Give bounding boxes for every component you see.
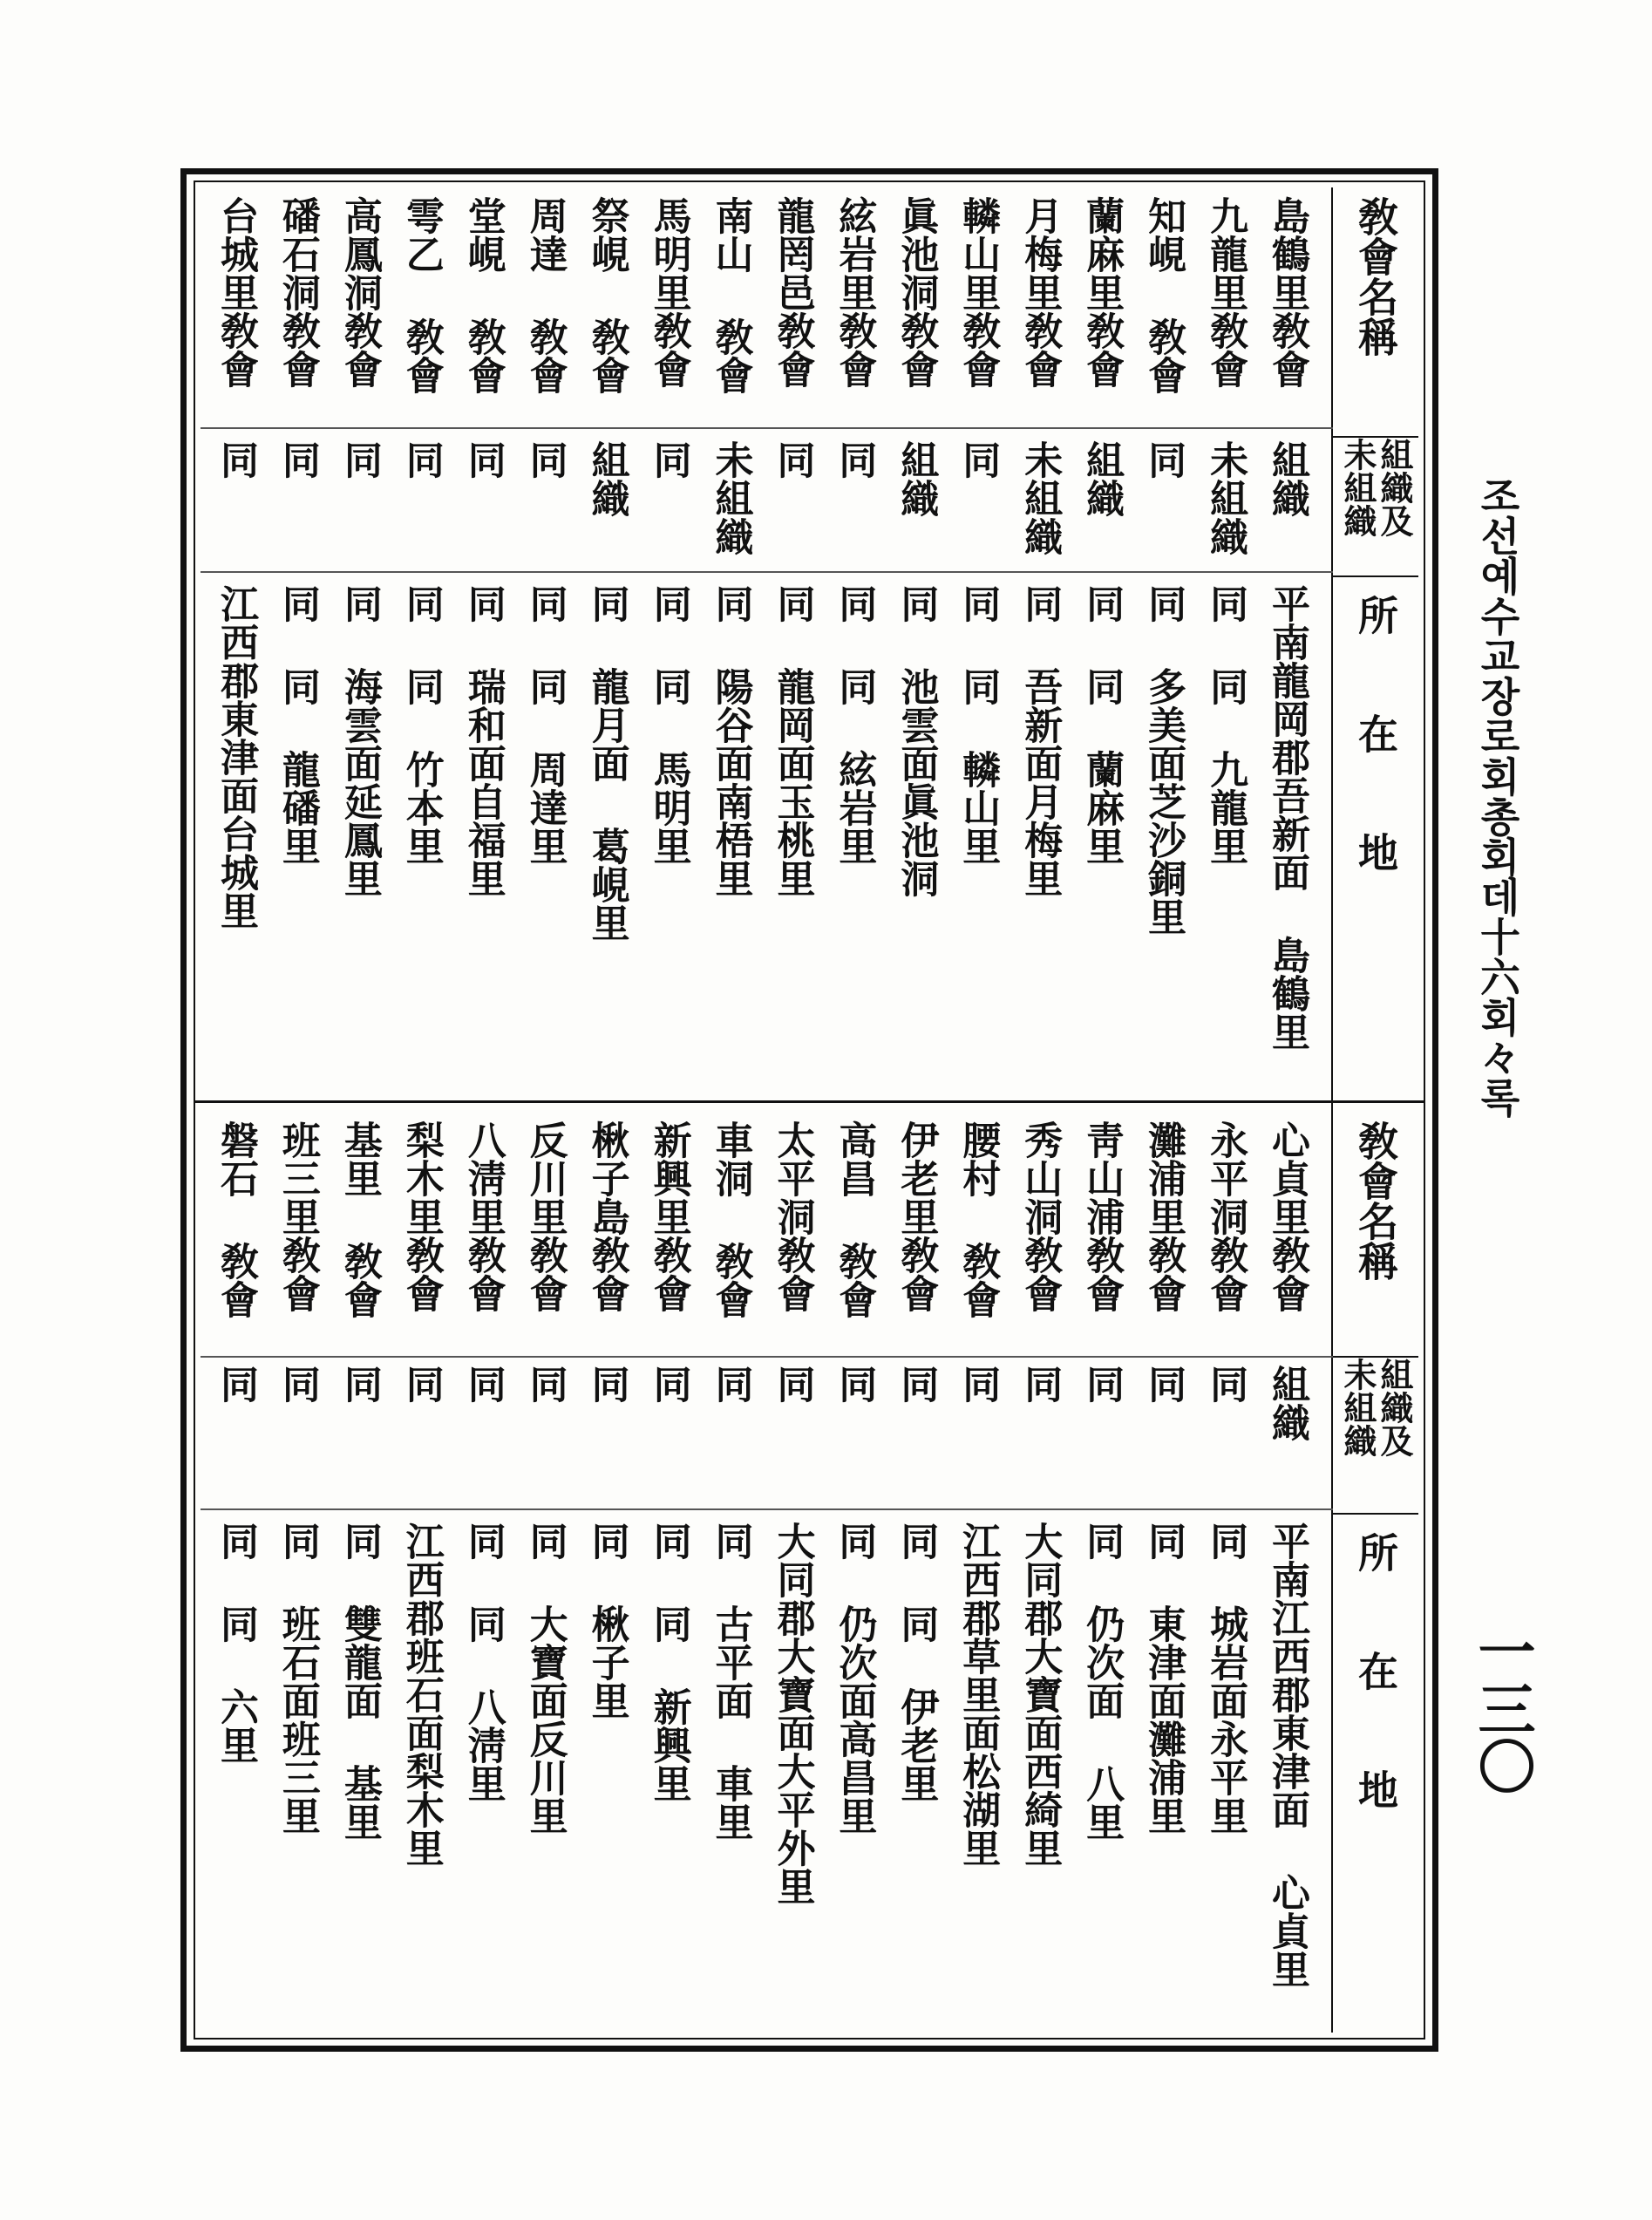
cell-organization-status: 同 [646,1365,691,1403]
cell-location: 同 同 轔山里 [955,584,1001,865]
table-cell [460,440,523,479]
table-cell [213,440,275,479]
cell-location: 同 楸子里 [584,1522,629,1719]
cell-church-name: 八淸里敎會 [460,1120,506,1312]
table-cell [398,1522,461,1867]
table-cell [213,1522,275,1764]
cell-organization-status: 同 [460,1365,506,1403]
header-status [1338,1358,1414,1497]
table-cell [955,1120,1017,1318]
cell-organization-status: 同 [275,1365,320,1403]
table-cell [1141,440,1203,479]
cell-location: 同 同 九龍里 [1203,584,1248,865]
cell-organization-status: 同 [522,440,568,479]
table-cell [337,584,399,897]
cell-church-name: 新興里敎會 [646,1120,691,1312]
table-bottom [201,1103,1418,2033]
table-cell [584,440,647,517]
header-name: 敎會名稱 [1352,1120,1399,1281]
table-cell [955,440,1017,479]
table-cell [522,196,585,394]
cell-organization-status: 同 [832,1365,877,1403]
page-number: 一三〇 [1468,1622,1536,1794]
table-cell [1203,1365,1265,1403]
cell-location: 同 仍次面 八里 [1079,1522,1125,1841]
cell-organization-status: 同 [213,1365,258,1403]
table-cell [708,196,771,394]
table-cell [896,1120,955,1312]
cell-location: 同 同 龍磻里 [275,584,320,865]
header-location: 所在地 [1352,595,1399,950]
cell-organization-status: 組織 [1265,440,1309,517]
cell-location: 同 古平面 車里 [708,1522,753,1841]
cell-organization-status: 同 [1141,440,1186,479]
header-column [1331,187,1418,1103]
table-cell [772,584,832,897]
table-cell [834,196,894,388]
table-cell [460,1365,523,1403]
table-cell [275,1365,337,1403]
cell-church-name: 堂峴 敎會 [460,196,506,394]
table-cell [1203,440,1265,555]
table-cell [834,1365,894,1403]
cell-organization-status: 同 [337,1365,382,1403]
cell-church-name: 秀山洞敎會 [1017,1120,1063,1312]
header-status-cell [1333,1356,1418,1497]
header-location: 所在地 [1352,1532,1399,1888]
header-location-cell [1333,575,1418,1083]
cell-church-name: 九龍里敎會 [1203,196,1248,388]
table-cell [522,1522,585,1835]
cell-organization-status: 同 [770,440,815,479]
table-cell [275,196,337,388]
cell-organization-status: 未組織 [708,440,753,555]
cell-church-name: 眞池洞敎會 [894,196,939,388]
cell-church-name: 轔山里敎會 [955,196,1001,388]
cell-location: 同 海雲面延鳳里 [337,584,382,897]
table-cell [213,1120,275,1318]
cell-location: 同 瑞和面自福里 [460,584,506,897]
running-head: 조선예수교장로회총회데十六회々록 [1474,475,1521,1117]
header-location-cell [1333,1513,1418,2038]
cell-organization-status: 同 [708,1365,753,1403]
cell-organization-status: 同 [460,440,506,479]
cell-organization-status: 同 [1017,1365,1063,1403]
header-status-cell [1333,436,1418,560]
table-cell [1079,440,1141,517]
table-cell [275,584,337,865]
cell-location: 江西郡東津面台城里 [213,584,258,930]
cell-location: 同 多美面芝沙銅里 [1141,584,1186,936]
cell-church-name: 高昌 敎會 [832,1120,877,1318]
cell-organization-status: 同 [584,1365,629,1403]
table-cell [1265,440,1327,517]
table-cell [337,196,399,388]
table-cell [584,1120,647,1312]
cell-organization-status: 同 [275,440,320,479]
header-status-line1: 組織及 [1375,1358,1414,1457]
table-cell [772,1522,832,1905]
table-cell [1017,196,1079,388]
cell-church-name: 車洞 敎會 [708,1120,753,1318]
table-cell [275,1522,337,1835]
cell-church-name: 龍罔邑敎會 [770,196,815,388]
cell-organization-status: 同 [398,440,444,479]
table-cell [834,1120,894,1318]
table-cell [708,584,771,897]
cell-organization-status: 同 [646,440,691,479]
cell-location: 同 同 蘭麻里 [1079,584,1125,865]
cell-location: 同 同 周達里 [522,584,568,865]
cell-church-name: 蘭麻里敎會 [1079,196,1125,388]
table-cell [522,1120,585,1312]
header-name: 敎會名稱 [1352,196,1399,357]
table-cell [1017,1120,1079,1312]
table-cell [1017,1522,1079,1867]
table-cell [896,1522,955,1802]
cell-organization-status: 組織 [1265,1365,1309,1441]
cell-church-name: 太平洞敎會 [770,1120,815,1312]
cell-organization-status: 同 [955,440,1001,479]
cell-location: 江西郡班石面梨木里 [398,1522,444,1867]
cell-location: 同 同 馬明里 [646,584,691,865]
cell-location: 同 陽谷面南梧里 [708,584,753,897]
table-cell [398,1365,461,1403]
cell-location: 同 同 八淸里 [460,1522,506,1802]
table-cell [646,196,709,388]
table-cell [584,1365,647,1403]
table-cell [955,196,1017,388]
table-cell [772,440,832,479]
cell-location: 大同郡大寶面西綺里 [1017,1522,1063,1867]
table-cell [646,584,709,865]
header-status-line2: 未組織 [1338,1358,1377,1457]
table-cell [1265,196,1327,388]
cell-church-name: 祭峴 敎會 [584,196,629,394]
cell-location: 同 龍岡面玉桃里 [770,584,815,897]
cell-church-name: 磻石洞敎會 [275,196,320,388]
cell-church-name: 基里 敎會 [337,1120,382,1318]
table-cell [460,584,523,897]
cell-location: 同 龍月面 葛峴里 [584,584,629,942]
cell-location: 同 仍次面高昌里 [832,1522,877,1835]
table-cell [896,1365,955,1403]
table-cell [337,1120,399,1318]
table-cell [772,1120,832,1312]
table-cell [955,1522,1017,1867]
cell-organization-status: 組織 [894,440,939,517]
table-cell [1079,1522,1141,1841]
table-cell [460,1120,523,1312]
table-top [201,187,1418,1103]
table-cell [275,440,337,479]
table-cell [1141,1522,1203,1835]
table-cell [213,1365,275,1403]
table-cell [896,440,955,517]
cell-location: 同 城岩面永平里 [1203,1522,1248,1835]
cell-church-name: 高鳳洞敎會 [337,196,382,388]
cell-location: 同 同 竹本里 [398,584,444,865]
table-cell [1079,584,1141,865]
table-cell [834,440,894,479]
table-cell [646,1120,709,1312]
cell-church-name: 絃岩里敎會 [832,196,877,388]
table-cell [337,1522,399,1841]
table-cell [337,1365,399,1403]
cell-organization-status: 同 [398,1365,444,1403]
cell-church-name: 周達 敎會 [522,196,568,394]
cell-church-name: 磐石 敎會 [213,1120,258,1318]
cell-church-name: 伊老里敎會 [894,1120,939,1312]
cell-location: 平南江西郡東津面 心貞里 [1265,1522,1309,1988]
table-cell [213,196,275,388]
cell-church-name: 馬明里敎會 [646,196,691,388]
table-cell [398,1120,461,1312]
table-cell [1141,1120,1203,1312]
table-cell [646,1365,709,1403]
table-cell [584,584,647,942]
table-cell [1265,1365,1327,1441]
table-cell [1203,584,1265,865]
table-cell [1265,1522,1327,1988]
table-cell [584,1522,647,1719]
cell-location: 大同郡大寶面大平外里 [770,1522,815,1905]
cell-organization-status: 同 [894,1365,939,1403]
table-cell [522,584,585,865]
table-cell [460,196,523,394]
cell-organization-status: 同 [522,1365,568,1403]
table-cell [460,1522,523,1802]
header-name-cell [1333,196,1418,423]
table-cell [1079,1120,1141,1312]
table-cell [1203,1120,1265,1312]
table-cell [708,1120,771,1318]
table-cell [584,196,647,394]
cell-location: 同 雙龍面 基里 [337,1522,382,1841]
table-cell [896,196,955,388]
table-cell [708,1365,771,1403]
cell-church-name: 靑山浦敎會 [1079,1120,1125,1312]
table-cell [1017,584,1079,897]
table-cell [1141,196,1203,394]
cell-organization-status: 同 [1141,1365,1186,1403]
table-cell [398,440,461,479]
table-cell [708,1522,771,1841]
table-cell [708,440,771,555]
cell-organization-status: 同 [1203,1365,1248,1403]
cell-church-name: 心貞里敎會 [1265,1120,1309,1312]
table-cell [955,1365,1017,1403]
cell-location: 同 班石面班三里 [275,1522,320,1835]
cell-organization-status: 同 [832,440,877,479]
table-cell [1141,584,1203,936]
cell-organization-status: 未組織 [1017,440,1063,555]
table-cell [1265,1120,1327,1312]
cell-church-name: 反川里敎會 [522,1120,568,1312]
table-cell [275,1120,337,1312]
header-status-line1: 組織及 [1375,438,1414,537]
table-cell [1203,196,1265,388]
cell-organization-status: 組織 [1079,440,1125,517]
table-cell [213,584,275,930]
cell-location: 同 池雲面眞池洞 [894,584,939,897]
table-cell [1017,440,1079,555]
cell-church-name: 灘浦里敎會 [1141,1120,1186,1312]
cell-organization-status: 同 [955,1365,1001,1403]
table-cell [834,1522,894,1835]
table-cell [646,1522,709,1802]
table-cell [522,1365,585,1403]
table-cell [1017,1365,1079,1403]
cell-organization-status: 同 [213,440,258,479]
cell-church-name: 楸子島敎會 [584,1120,629,1312]
table-cell [1079,196,1141,388]
table-cell [646,440,709,479]
cell-location: 平南龍岡郡吾新面 島鶴里 [1265,584,1309,1051]
cell-church-name: 班三里敎會 [275,1120,320,1312]
cell-church-name: 月梅里敎會 [1017,196,1063,388]
cell-organization-status: 同 [1079,1365,1125,1403]
table-cell [1265,584,1327,1051]
table-cell [772,1365,832,1403]
cell-church-name: 梨木里敎會 [398,1120,444,1312]
table-cell [398,196,461,394]
table-cell [896,584,955,897]
header-status [1338,438,1414,560]
cell-church-name: 南山 敎會 [708,196,753,394]
header-status-line2: 未組織 [1338,438,1377,537]
cell-location: 同 大寶面反川里 [522,1522,568,1835]
cell-location: 江西郡草里面松湖里 [955,1522,1001,1867]
cell-location: 同 吾新面月梅里 [1017,584,1063,897]
table-cell [1203,1522,1265,1835]
cell-organization-status: 同 [337,440,382,479]
header-name-cell [1333,1120,1418,1347]
table-cell [522,440,585,479]
cell-church-name: 知峴 敎會 [1141,196,1186,394]
top-columns [201,187,1331,1103]
table-cell [772,196,832,388]
cell-church-name: 腰村 敎會 [955,1120,1001,1318]
cell-organization-status: 組織 [584,440,629,517]
table-cell [834,584,894,865]
cell-church-name: 島鶴里敎會 [1265,196,1309,388]
table-cell [955,584,1017,865]
table-cell [1079,1365,1141,1403]
table-cell [398,584,461,865]
cell-location: 同 東津面灘浦里 [1141,1522,1186,1835]
cell-location: 同 同 六里 [213,1522,258,1764]
bottom-columns [201,1103,1331,2033]
cell-church-name: 永平洞敎會 [1203,1120,1248,1312]
cell-location: 同 同 伊老里 [894,1522,939,1802]
cell-location: 同 同 絃岩里 [832,584,877,865]
cell-church-name: 雩乙 敎會 [398,196,444,394]
cell-location: 同 同 新興里 [646,1522,691,1802]
header-column [1331,1103,1418,2033]
table-cell [337,440,399,479]
table-cell [1141,1365,1203,1403]
cell-church-name: 台城里敎會 [213,196,258,388]
cell-organization-status: 未組織 [1203,440,1248,555]
cell-organization-status: 同 [770,1365,815,1403]
